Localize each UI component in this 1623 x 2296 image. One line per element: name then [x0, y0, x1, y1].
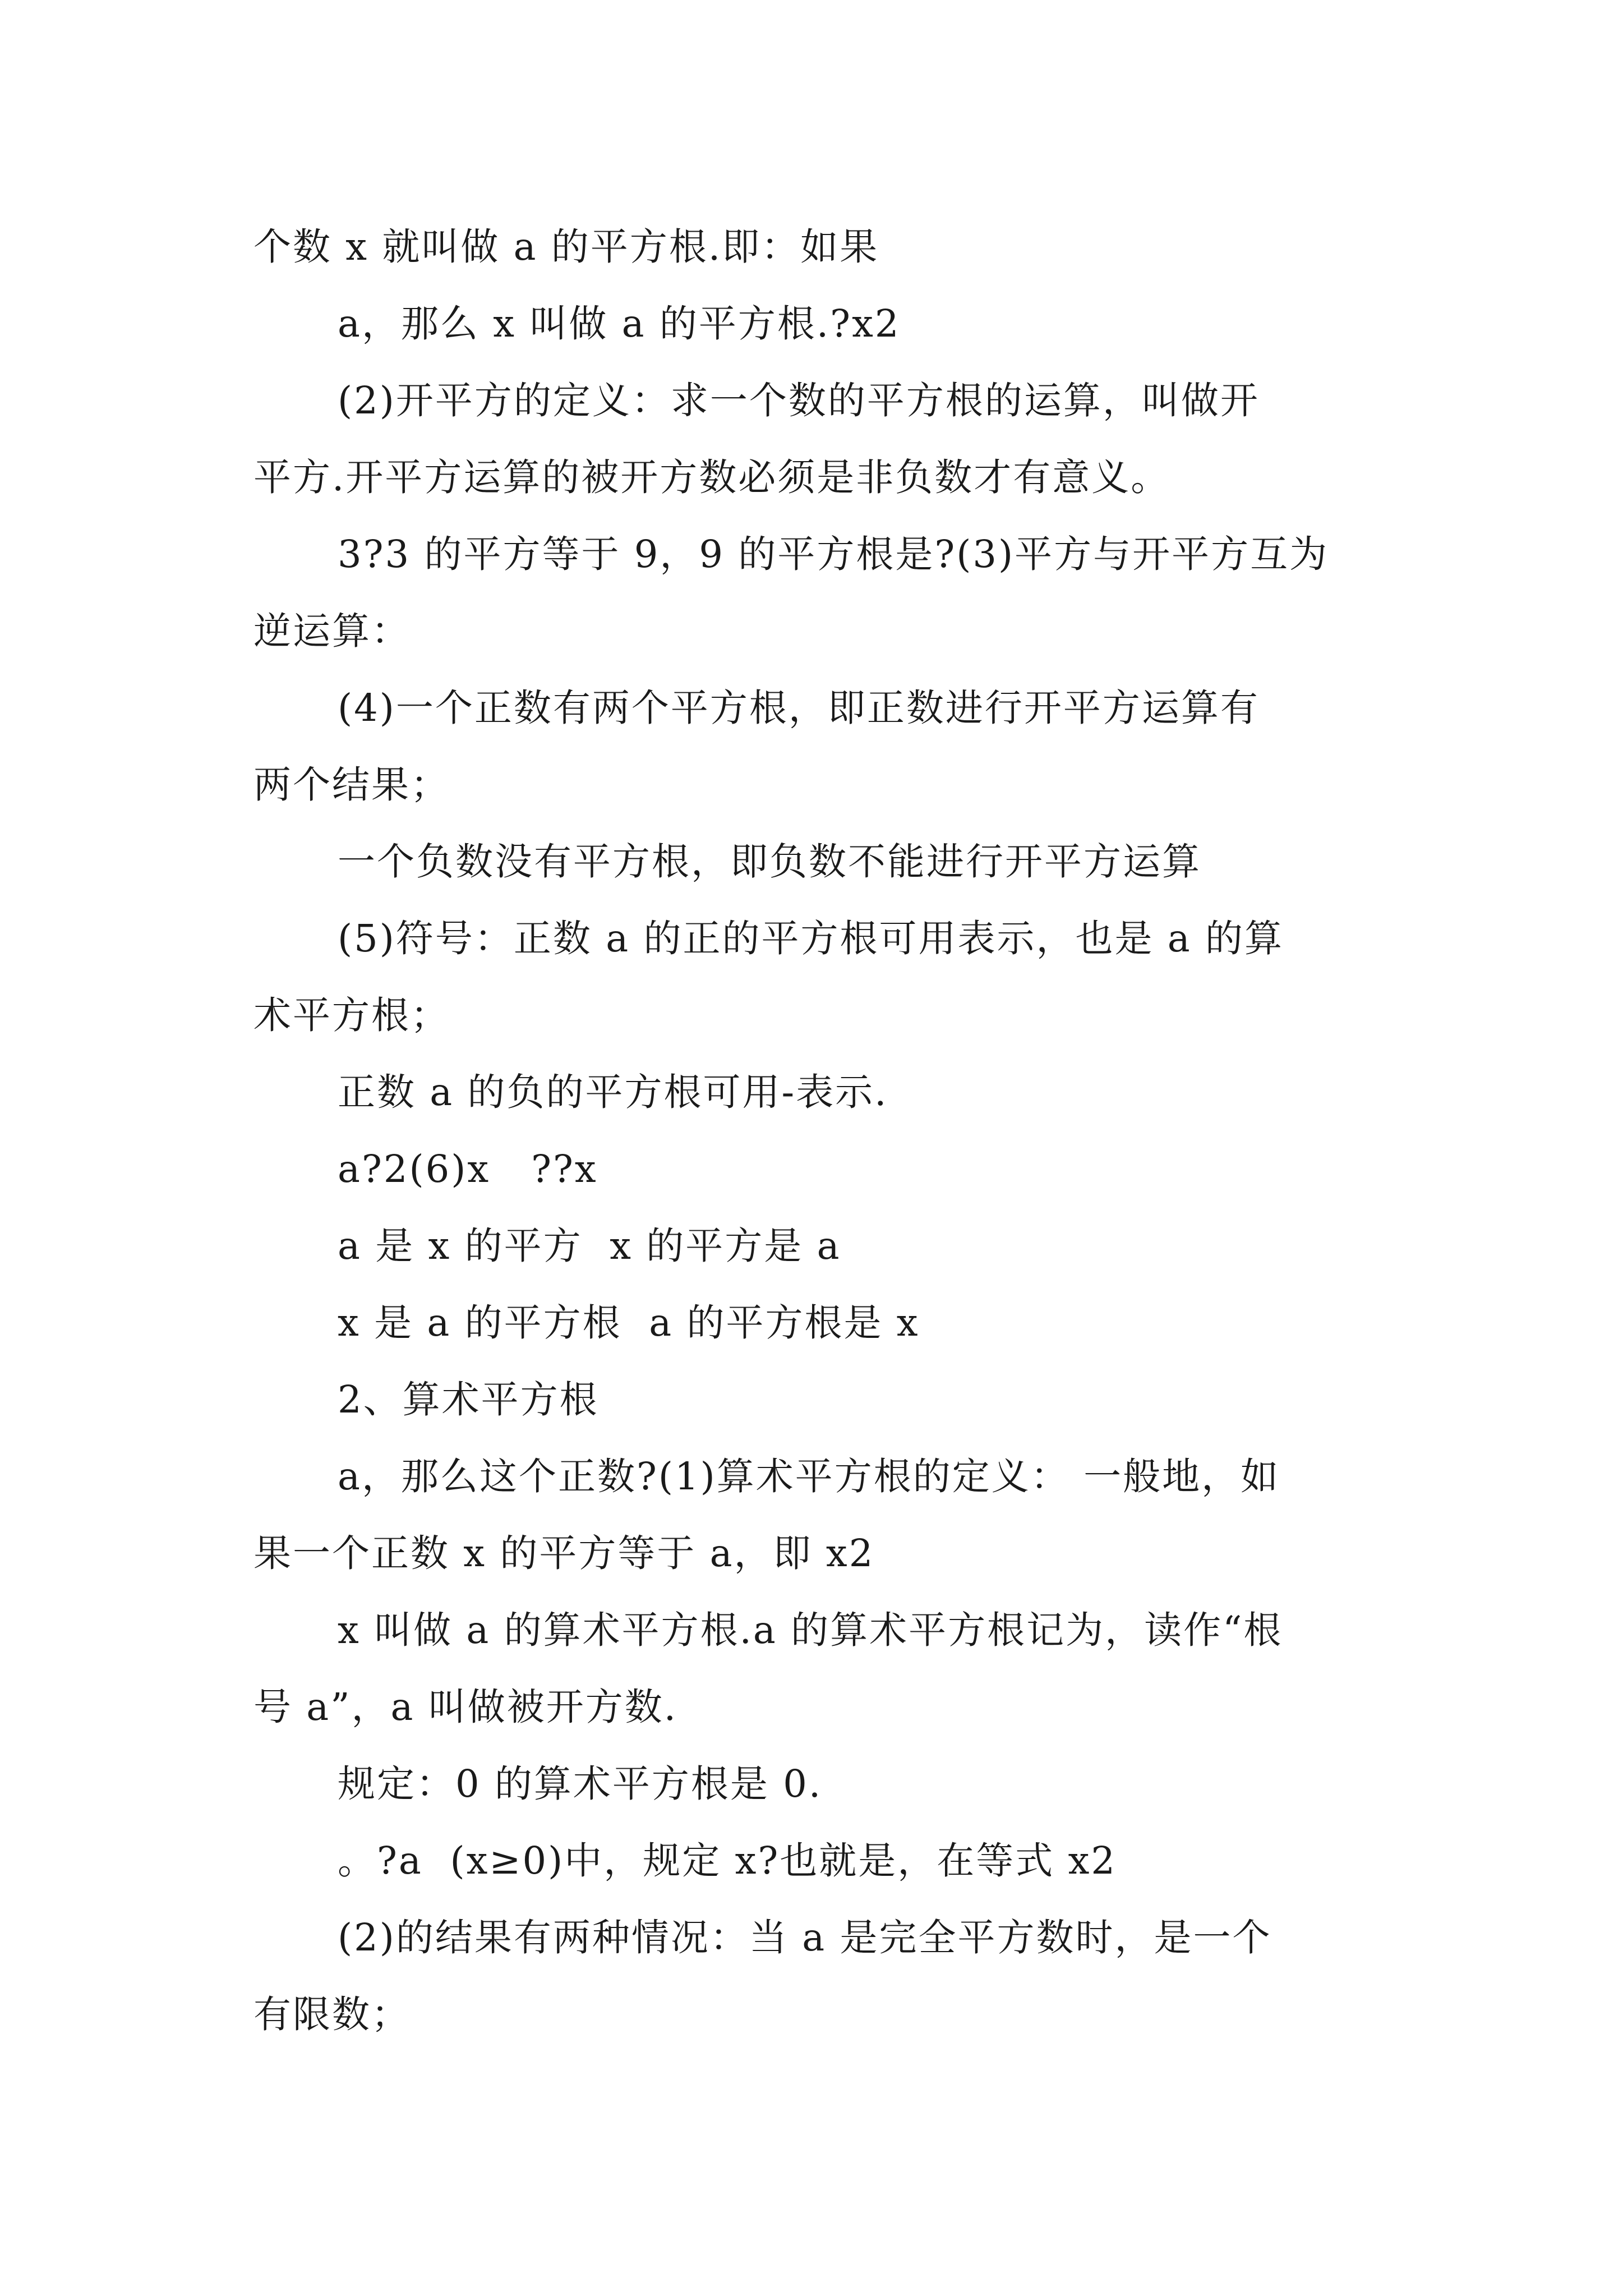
text-line: a，那么这个正数?(1)算术平方根的定义： 一般地，如 — [338, 1455, 1280, 1498]
text-line: 两个结果； — [253, 763, 450, 807]
text-line: a?2(6)x ??x — [338, 1147, 598, 1191]
text-line: 个数 x 就叫做 a 的平方根.即：如果 — [253, 225, 879, 269]
document-body — [253, 209, 1389, 2053]
text-line: 一个负数没有平方根，即负数不能进行开平方运算 — [338, 840, 1201, 884]
text-line: (2)开平方的定义：求一个数的平方根的运算，叫做开 — [338, 379, 1260, 422]
text-line: 正数 a 的负的平方根可用-表示. — [338, 1070, 888, 1114]
text-line: (2)的结果有两种情况：当 a 是完全平方数时，是一个 — [338, 1916, 1272, 1959]
section-heading: 2、算术平方根 — [338, 1378, 599, 1421]
text-line: 果一个正数 x 的平方等于 a，即 x2 — [253, 1531, 875, 1575]
text-line: 术平方根； — [253, 993, 450, 1037]
text-line: (4)一个正数有两个平方根，即正数进行开平方运算有 — [338, 686, 1260, 730]
text-line: 有限数； — [253, 1993, 411, 2036]
text-line: 逆运算： — [253, 609, 411, 653]
text-line: 号 a”，a 叫做被开方数. — [253, 1685, 678, 1729]
text-line: a 是 x 的平方 x 的平方是 a — [338, 1224, 841, 1268]
text-line: x 叫做 a 的算术平方根.a 的算术平方根记为，读作“根 — [338, 1608, 1283, 1652]
text-line: a，那么 x 叫做 a 的平方根.?x2 — [338, 302, 901, 346]
text-line: (5)符号：正数 a 的正的平方根可用表示，也是 a 的算 — [338, 917, 1284, 960]
text-line: x 是 a 的平方根 a 的平方根是 x — [338, 1301, 920, 1345]
text-line: 平方.开平方运算的被开方数必须是非负数才有意义。 — [253, 455, 1170, 499]
text-line: 。?a (x≥0)中，规定 x?也就是，在等式 x2 — [338, 1839, 1117, 1883]
text-line: 规定：0 的算术平方根是 0. — [338, 1762, 823, 1806]
text-line: 3?3 的平方等于 9，9 的平方根是?(3)平方与开平方互为 — [338, 532, 1329, 576]
